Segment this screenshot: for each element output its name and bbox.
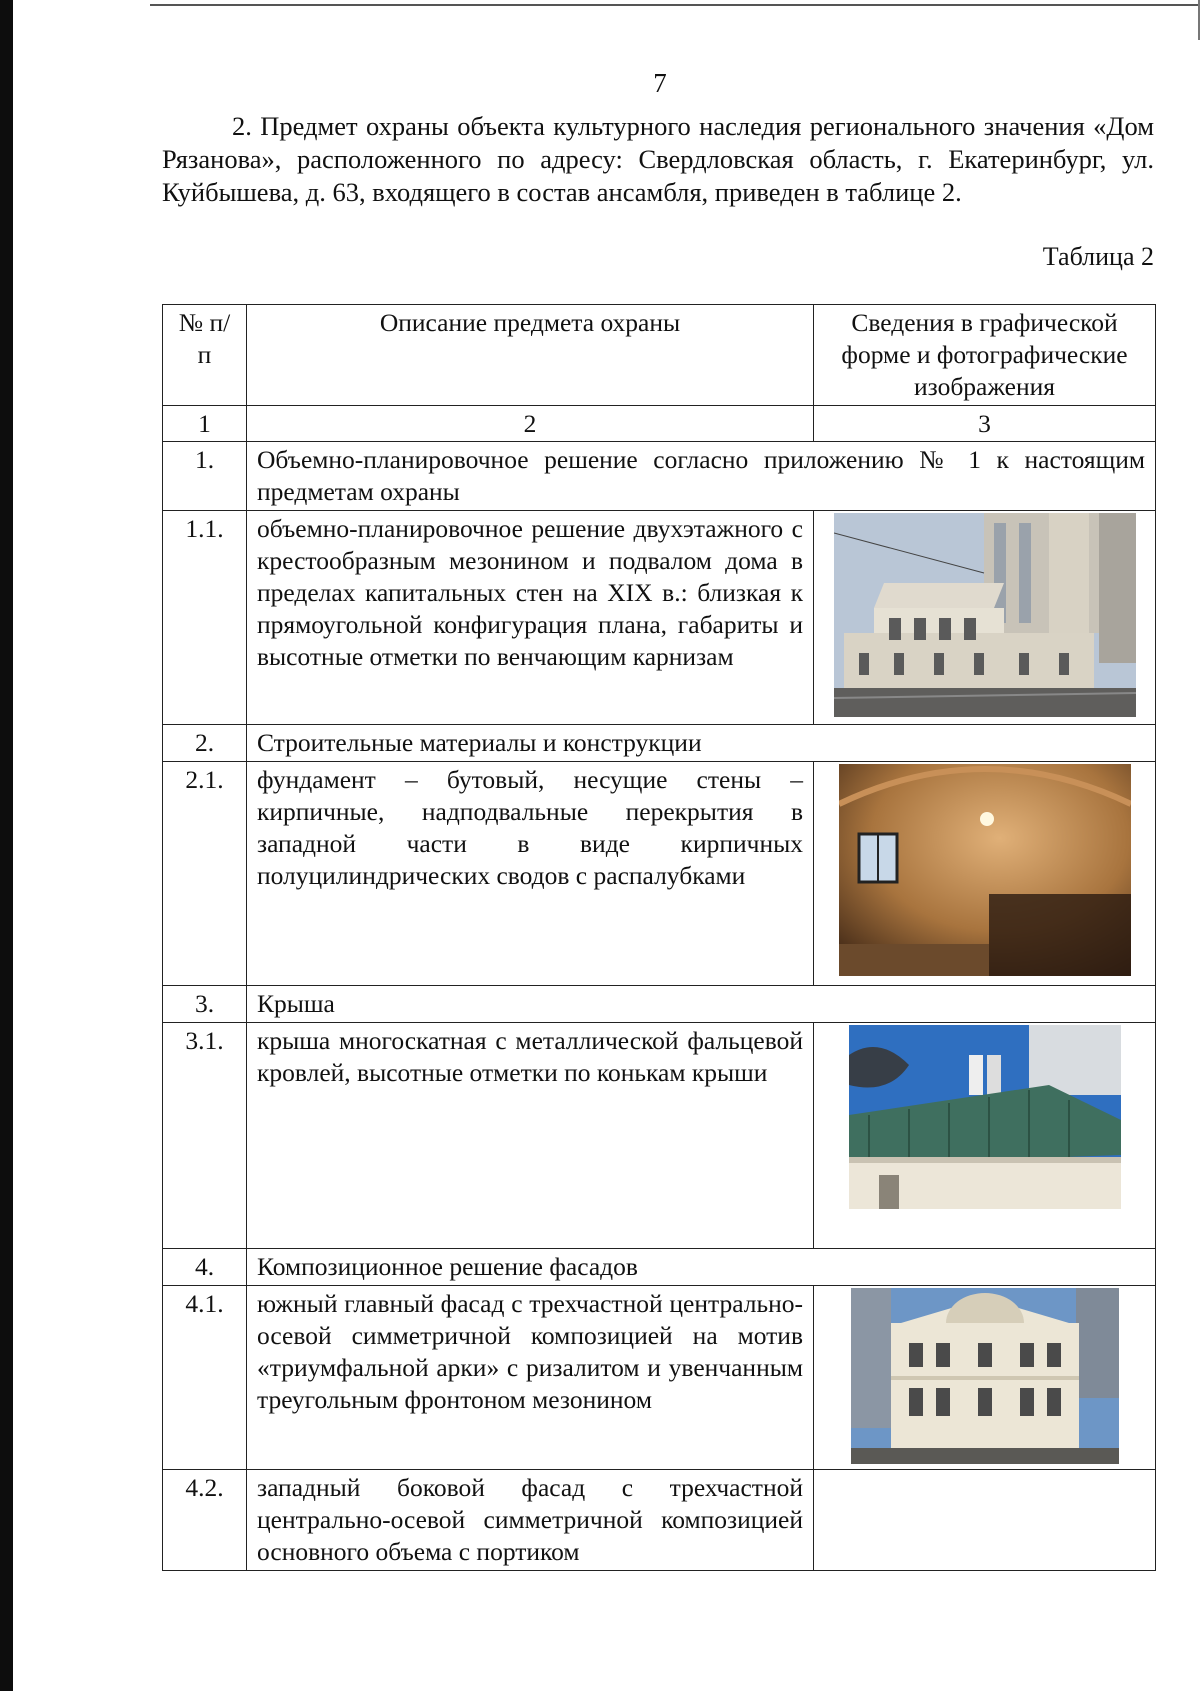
row-description: Крыша: [247, 986, 1156, 1023]
scan-edge: [0, 0, 13, 1691]
table-row: [163, 1249, 1156, 1286]
row-number: 4.2.: [163, 1470, 247, 1571]
protection-table: [162, 304, 1156, 1571]
image-cell: [814, 1023, 1156, 1249]
row-number: 3.: [163, 986, 247, 1023]
row-number: 2.1.: [163, 762, 247, 986]
header-desc: Описание предмета охраны: [247, 305, 814, 406]
row-number: 1.1.: [163, 511, 247, 725]
row-description: Объемно-планировочное решение согласно приложению № 1 к настоящим предметам охраны: [247, 442, 1156, 511]
row-number: 1.: [163, 442, 247, 511]
table-row: [163, 1286, 1156, 1470]
table-row: [163, 986, 1156, 1023]
vaulted-basement-photo: [839, 764, 1131, 976]
intro-text: 2. Предмет охраны объекта культурного наследия регионального значения «Дом Рязанова», расположенного по адресу: Свердловская область, г. Екатеринбург, ул. Куйбышева, д. 63, входящего в состав ансамбля, приведен в таблице 2.: [162, 111, 1154, 207]
image-cell: [814, 1470, 1156, 1571]
index-cell: 1: [163, 406, 247, 442]
roof-photo: [849, 1025, 1121, 1209]
page-number: 7: [653, 68, 667, 98]
row-description: объемно-планировочное решение двухэтажного с крестообразным мезонином и подвалом дома в пределах капитальных стен на XIX в.: близкая к прямоугольной конфигурация плана, габариты и высотные отметки по венчающим карнизам: [247, 511, 814, 725]
index-cell: 2: [247, 406, 814, 442]
row-description: южный главный фасад с трехчастной центрально-осевой симметричной композицией на мотив «триумфальной арки» с ризалитом и увенчанным треугольным фронтоном мезонином: [247, 1286, 814, 1470]
table-row: [163, 511, 1156, 725]
row-description: крыша многоскатная с металлической фальцевой кровлей, высотные отметки по конькам крыши: [247, 1023, 814, 1249]
image-cell: [814, 511, 1156, 725]
row-description: западный боковой фасад с трехчастной центрально-осевой симметричной композицией основного объема с портиком: [247, 1470, 814, 1571]
row-number: 4.1.: [163, 1286, 247, 1470]
index-row: [163, 406, 1156, 442]
table-row: [163, 1023, 1156, 1249]
row-description: Композиционное решение фасадов: [247, 1249, 1156, 1286]
header-img: Сведения в графической форме и фотографические изображения: [814, 305, 1156, 406]
header-row: [163, 305, 1156, 406]
scan-line: [150, 4, 1200, 6]
table-row: [163, 762, 1156, 986]
table-row: [163, 725, 1156, 762]
image-cell: [814, 762, 1156, 986]
table-row: [163, 1470, 1156, 1571]
row-number: 4.: [163, 1249, 247, 1286]
table-label: Таблица 2: [1042, 242, 1154, 271]
building-exterior-photo: [834, 513, 1136, 717]
row-number: 2.: [163, 725, 247, 762]
table-row: [163, 442, 1156, 511]
image-cell: [814, 1286, 1156, 1470]
row-description: фундамент – бутовый, несущие стены – кирпичные, надподвальные перекрытия в западной части в виде кирпичных полуцилиндрических сводов с распалубками: [247, 762, 814, 986]
index-cell: 3: [814, 406, 1156, 442]
intro-paragraph: [162, 110, 1154, 209]
south-facade-photo: [851, 1288, 1119, 1464]
row-description: Строительные материалы и конструкции: [247, 725, 1156, 762]
header-num: № п/п: [163, 305, 247, 406]
row-number: 3.1.: [163, 1023, 247, 1249]
